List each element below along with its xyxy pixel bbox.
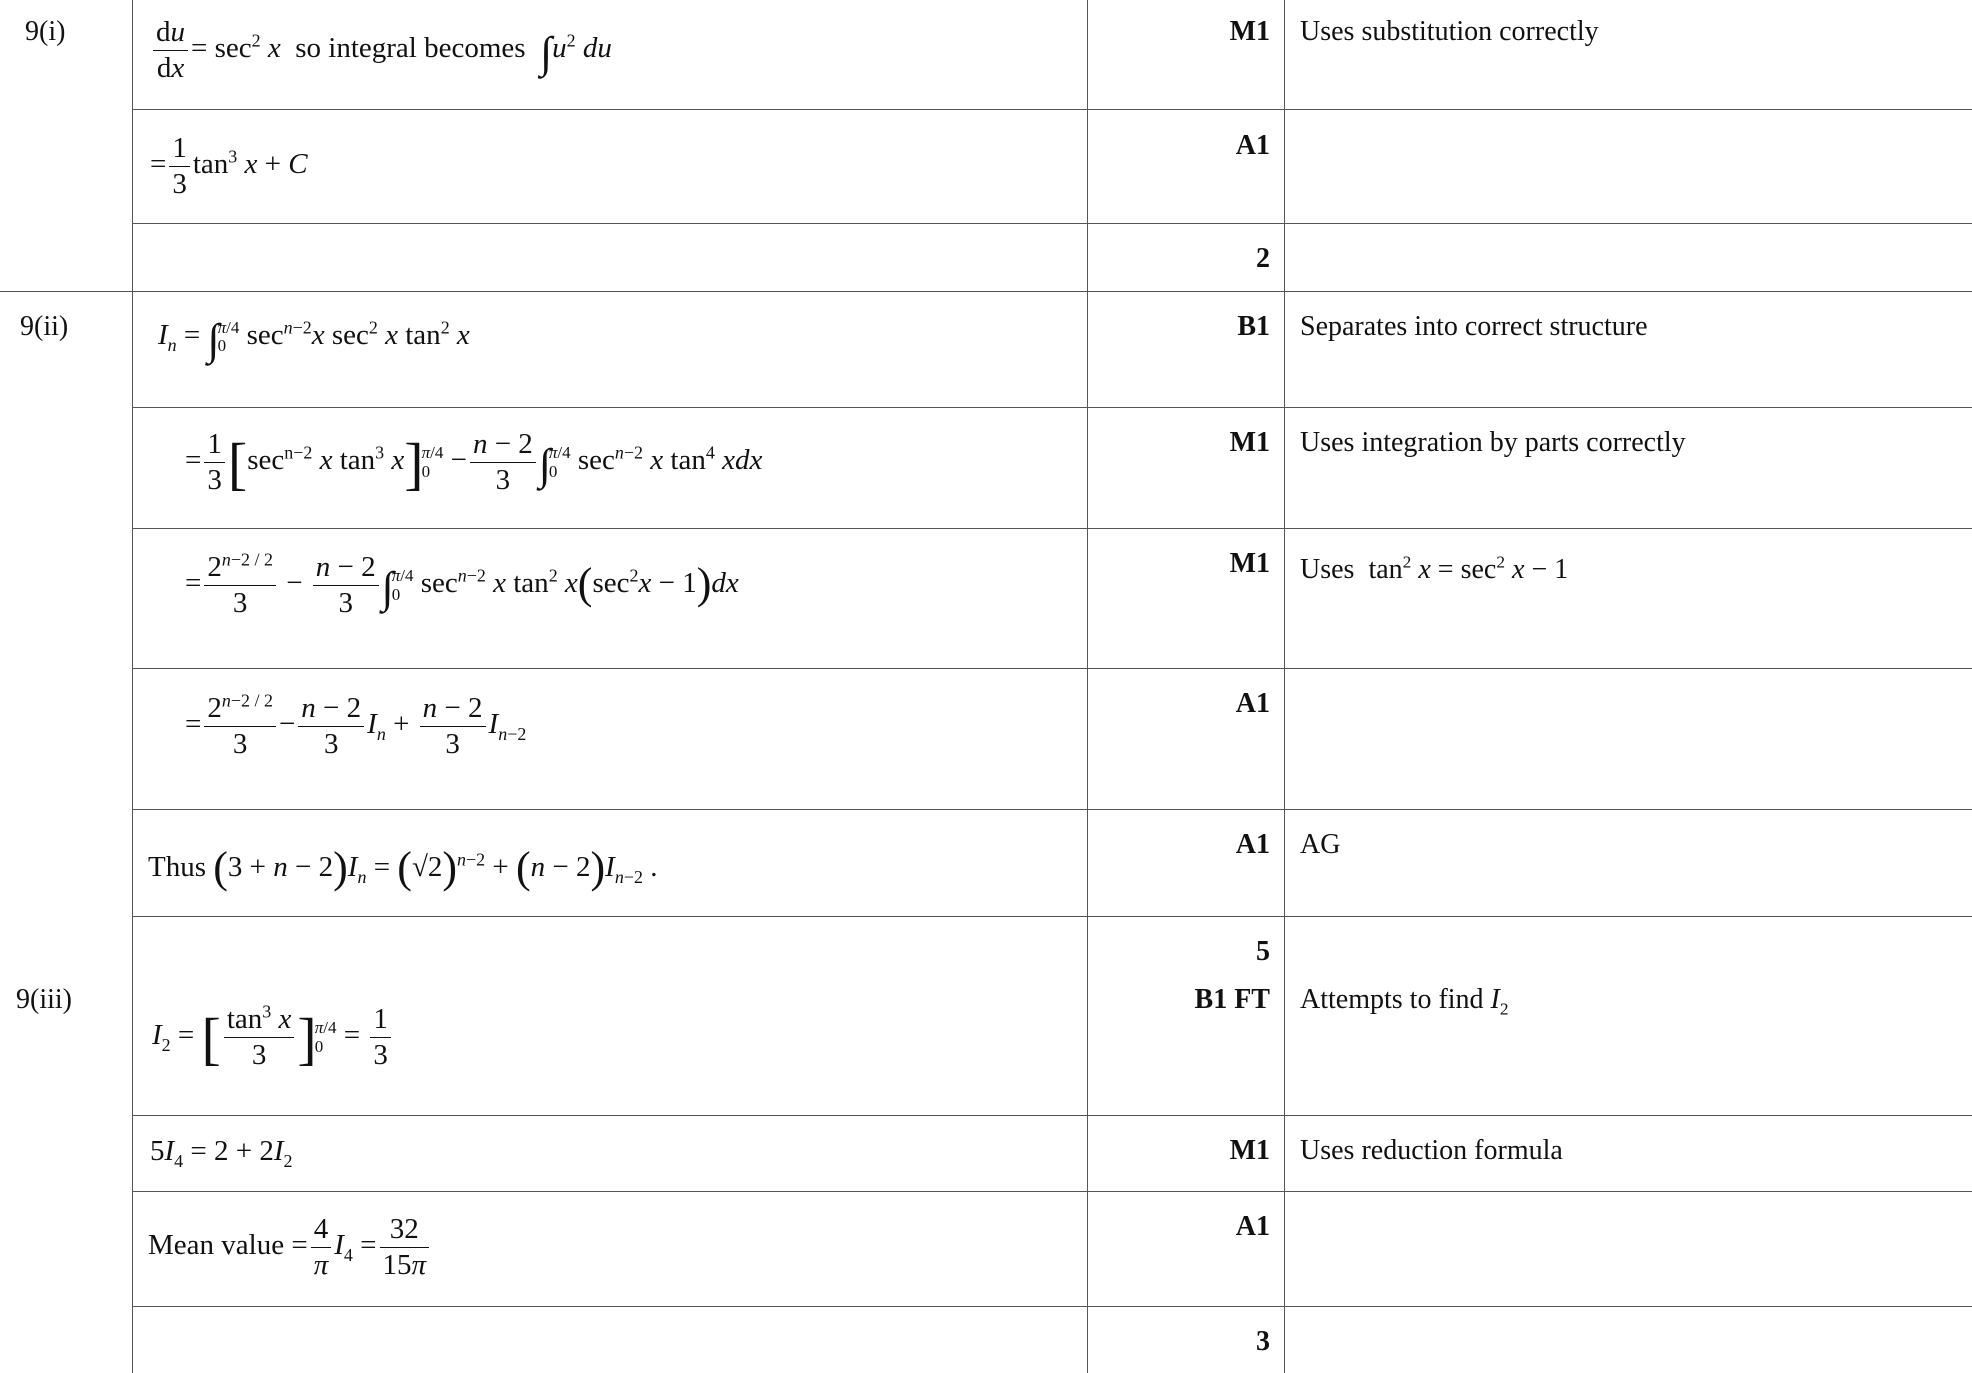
guidance-text: Attempts to find [1300,984,1484,1015]
mark-code: A1 [1235,1211,1270,1242]
working-line: $5I_4 = 2 + 2I_2$ [150,1135,293,1171]
mark-code: A1 [1235,130,1270,161]
mark-code: M1 [1229,548,1270,579]
working-line: $I_2$ = [ $\frac{\tan^3 x}{3}$ ] π/4 0 = $\frac{1}{3}$ [152,1005,394,1070]
mark-code: M1 [1229,427,1270,458]
working-line: = $\frac{2^{n-2 / 2}}{3}$ − $\frac{n - 2}{3}$ ∫ π/4 0 $\sec^{n-2} x$ $\tan^2 x(\sec^2x - 1)dx$ [185,549,739,619]
row-divider [132,528,1972,529]
working-line: = $\frac{1}{3}$ [$\sec^{n-2}$ x $\tan^3 x$] π/4 0 − $\frac{n - 2}{3}$ ∫ π/4 0 $\sec^{n-2} x$ $\tan^4$ xdx [185,428,763,497]
guidance-text: AG [1300,829,1341,860]
mark-total: 3 [1256,1326,1270,1357]
question-number: 9(iii) [16,984,72,1015]
guidance-text: Uses [1300,554,1355,585]
row-divider [132,407,1972,408]
working-line: $I_n$ = ∫ π/4 0 $\sec^{n-2}x$ $\sec^2 x$ $\tan^2 x$ [158,315,470,364]
row-divider [132,809,1972,810]
row-divider [132,109,1972,110]
mark-code: A1 [1235,688,1270,719]
working-line: Mean value = $\frac{4}{\pi}$ $I_4$ = $\frac{32}{15\pi}$ [148,1215,432,1280]
mark-code: M1 [1229,1135,1270,1166]
mark-code: A1 [1235,829,1270,860]
working-text: Mean value [148,1229,285,1262]
working-line: = $\frac{1}{3}$ $\tan^3 x + C$ [150,132,308,200]
question-number: 9(ii) [20,311,69,342]
column-divider [1087,0,1088,1373]
guidance-text: Uses reduction formula [1300,1135,1563,1166]
row-divider [132,1306,1972,1307]
row-divider [132,1115,1972,1116]
working-text: so integral becomes [295,32,526,65]
column-divider [132,0,133,1373]
mark-total: 5 [1256,936,1270,967]
guidance-find-i2: Attempts to find $I_2$ [1300,984,1509,1019]
working-line: $\frac{du}{dx}$ = $\sec^2 x$ so integral becomes $\int u^2$ du [150,18,612,83]
row-divider [0,291,1972,292]
mark-code: B1 [1237,311,1270,342]
question-number: 9(i) [25,16,66,47]
mark-code: B1 FT [1194,984,1270,1015]
row-divider [132,223,1972,224]
working-line: = $\frac{2^{n-2 / 2}}{3}$ − $\frac{n - 2}{3}$ $I_n$ + $\frac{n - 2}{3}$ $I_{n-2}$ [185,690,527,760]
row-divider [132,916,1972,917]
working-line: Thus $(3 + n - 2)I_n = (√2)^{n-2} + (n - 2)I_{n-2}$ . [148,843,658,892]
guidance-text: Uses substitution correctly [1300,16,1599,47]
mark-total: 2 [1256,243,1270,274]
row-divider [132,668,1972,669]
row-divider [132,1191,1972,1192]
guidance-text: Separates into correct structure [1300,311,1648,342]
working-text: Thus [148,851,206,883]
guidance-text: Uses integration by parts correctly [1300,427,1686,458]
guidance-identity: Uses $\tan^2 x = \sec^2 x - 1$ [1300,552,1569,585]
column-divider [1284,0,1285,1373]
mark-code: M1 [1229,16,1270,47]
